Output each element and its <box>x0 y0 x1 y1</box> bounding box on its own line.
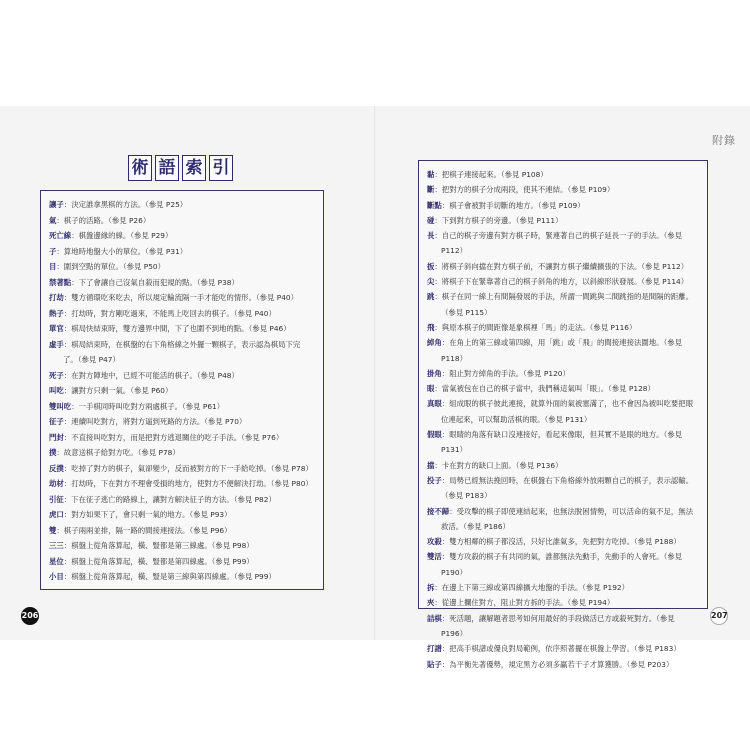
glossary-definition: ：讓對方只剩一氣。（參見 P60） <box>63 386 173 395</box>
glossary-term: 目 <box>49 262 57 271</box>
glossary-entry <box>427 182 699 197</box>
glossary-term: 死子 <box>49 370 64 380</box>
glossary-term: 雙活 <box>427 552 442 562</box>
glossary-panel-right <box>418 160 708 669</box>
glossary-entry <box>49 414 315 430</box>
glossary-definition: ：雙方相鄰的棋子都沒活，只好比誰氣多，先把對方吃掉。（參見 P188） <box>441 537 681 547</box>
glossary-term: 氣 <box>49 215 57 225</box>
glossary-definition: ：在對方陣地中，已經不可能活的棋子。（參見 P48） <box>63 370 239 380</box>
glossary-definition: ：將棋子斜向擋在對方棋子前，不讓對方棋子繼續擴張的下法。（參見 P112） <box>434 261 689 271</box>
glossary-term: 打譜 <box>427 644 442 654</box>
page-number-right: 207 <box>710 607 728 625</box>
glossary-definition: ：棋盤上從角落算起，橫、豎都是第三線處。（參見 P98） <box>63 541 254 550</box>
glossary-definition: ：棋子兩兩並排，隔一路的間接連接法。（參見 P96） <box>56 525 232 535</box>
title-char: 引 <box>209 155 233 181</box>
glossary-definition: ：當氣被包在自己的棋子當中，我們稱這氣叫「眼」。（參見 P128） <box>434 384 655 394</box>
glossary-entry <box>427 427 699 458</box>
glossary-entry <box>49 306 315 322</box>
glossary-entry <box>49 213 315 229</box>
glossary-entry <box>49 554 315 570</box>
glossary-entry <box>49 275 315 291</box>
glossary-definition: ：局勢已經無法挽回時，在棋盤右下角格線外放兩顆自己的棋子，表示認輸。（參見 P183） <box>441 475 694 501</box>
glossary-entry <box>49 399 315 415</box>
glossary-term: 星位 <box>49 556 64 566</box>
glossary-definition: ：棋盤上從角落算起，橫、豎都是第四線處。（參見 P99） <box>63 556 254 566</box>
glossary-term: 撲 <box>49 448 57 457</box>
glossary-entry <box>49 507 315 523</box>
glossary-term: 小目 <box>49 572 64 581</box>
glossary-entry <box>49 476 315 492</box>
glossary-term: 綽角 <box>427 338 442 348</box>
glossary-definition: ：雙方循環吃來吃去，所以規定輪流隔一手才能吃的情形。（參見 P40） <box>63 293 299 302</box>
glossary-definition: ：決定誰拿黑棋的方法。（參見 P25） <box>63 200 188 209</box>
glossary-entry <box>427 320 699 335</box>
glossary-term: 飛 <box>427 322 435 332</box>
glossary-definition: ：自己的棋子旁邊有對方棋子時，緊連著自己的棋子延長一子的手法。（參見 P112） <box>434 231 682 256</box>
glossary-term: 掛角 <box>427 368 442 378</box>
glossary-term: 拆 <box>427 583 435 593</box>
glossary-term: 斷點 <box>427 200 442 210</box>
glossary-entry <box>427 381 699 396</box>
glossary-definition: ：組成眼的棋子彼此連接，就算外面的氣被塞滿了，也不會因為被叫吃要把眼位連起來，可以幫助活棋的眼。（參見 P131） <box>441 399 694 424</box>
glossary-term: 門封 <box>49 432 64 442</box>
glossary-definition: ：下在征子逃亡的路線上，讓對方解決征子的方法。（參見 P82） <box>63 494 276 504</box>
glossary-entry <box>427 534 699 549</box>
glossary-definition: ：對方如果下了，會只剩一氣的地方。（參見 P93） <box>63 510 232 519</box>
glossary-entry <box>49 492 315 508</box>
glossary-term: 虎口 <box>49 510 64 519</box>
glossary-definition: ：死活題，讓解題者思考如何用最好的手段做活已方或殺死對方。（參見 P196） <box>441 613 675 638</box>
glossary-entry <box>49 430 315 446</box>
glossary-definition: ：從邊上攔住對方，阻止對方拆的手法。（參見 P194） <box>434 598 615 608</box>
glossary-entry <box>427 641 699 656</box>
glossary-term: 夾 <box>427 598 435 608</box>
glossary-definition: ：棋子會被對手切斷的地方。（參見 P109） <box>441 200 585 210</box>
glossary-definition: ：圍到空點的單位。（參見 P50） <box>56 262 165 271</box>
glossary-term: 禁著點 <box>49 277 72 287</box>
glossary-entry <box>49 461 315 477</box>
glossary-term: 眼 <box>427 384 435 394</box>
glossary-entry <box>49 523 315 539</box>
glossary-entry <box>427 595 699 610</box>
glossary-entry <box>49 538 315 554</box>
glossary-definition: ：阻止對方綽角的手法。（參見 P120） <box>441 368 570 378</box>
glossary-definition: ：卡在對方的缺口上面。（參見 P136） <box>434 460 563 470</box>
glossary-term: 引征 <box>49 494 64 504</box>
glossary-entry <box>49 383 315 399</box>
glossary-definition: ：把棋子連接起來。（參見 P108） <box>434 170 548 179</box>
title-char: 術 <box>128 155 152 181</box>
glossary-definition: ：與原本棋子的間距像是象棋裡「馬」的走法。（參見 P116） <box>434 322 637 332</box>
glossary-term: 單官 <box>49 324 64 333</box>
glossary-entry <box>427 580 699 595</box>
glossary-term: 扳 <box>427 261 435 271</box>
glossary-definition: ：棋子在同一線上有間隔發展的手法，所謂一間跳與二間跳指的是間隔的距離。（參見 P115） <box>434 292 694 317</box>
glossary-term: 死亡線 <box>49 231 72 240</box>
glossary-term: 詰棋 <box>427 613 442 623</box>
title-char: 索 <box>182 155 206 181</box>
glossary-term: 打劫 <box>49 293 64 302</box>
glossary-entry <box>49 244 315 260</box>
glossary-entry <box>49 337 315 368</box>
glossary-entry <box>49 569 315 585</box>
glossary-definition: ：故意送棋子給對方吃。（參見 P78） <box>56 448 180 457</box>
glossary-definition: ：眼睛的角落有缺口沒連接好，看起來像眼，但其實不是眼的地方。（參見 P131） <box>441 430 682 455</box>
glossary-term: 擋 <box>427 460 435 470</box>
glossary-definition: ：棋局結束時，在棋盤的右下角格線之外擺一顆棋子，表示認為棋局下完了。（參見 P47） <box>63 339 301 364</box>
glossary-definition: ：下了會讓自己沒氣自殺而犯規的點。（參見 P38） <box>71 277 239 287</box>
glossary-term: 攻殺 <box>427 537 442 547</box>
glossary-entry <box>427 611 699 642</box>
glossary-entry <box>427 167 699 182</box>
glossary-definition: ：雙方攻殺的棋子有共同的氣，誰都無法先動手，先動手的人會死。（參見 P190） <box>441 552 682 577</box>
glossary-entry <box>49 259 315 275</box>
glossary-term: 反撲 <box>49 463 64 473</box>
glossary-entry <box>427 549 699 580</box>
glossary-definition: ：棋盤邊緣的線。（參見 P29） <box>71 231 173 240</box>
glossary-entry <box>49 197 315 213</box>
glossary-term: 跳 <box>427 292 435 302</box>
glossary-entry <box>49 368 315 384</box>
glossary-definition: ：在邊上下第三線或第四線擴大地盤的手法。（參見 P192） <box>434 583 629 593</box>
glossary-entry <box>427 335 699 366</box>
glossary-term: 貼子 <box>427 659 442 669</box>
glossary-term: 碰 <box>427 215 435 225</box>
page-number-left: 206 <box>21 607 39 625</box>
glossary-term: 斷 <box>427 185 435 195</box>
title-char: 語 <box>155 155 179 181</box>
glossary-entry <box>427 473 699 504</box>
glossary-term: 虛手 <box>49 339 64 349</box>
glossary-entry <box>427 657 699 672</box>
glossary-definition: ：連續叫吃對方，將對方逼到死路的方法。（參見 P70） <box>63 417 247 426</box>
glossary-term: 熱子 <box>49 308 64 318</box>
glossary-entry <box>427 213 699 228</box>
glossary-panel-left <box>40 190 324 590</box>
glossary-term: 雙 <box>49 525 57 535</box>
glossary-entry <box>427 198 699 213</box>
glossary-term: 叫吃 <box>49 386 64 395</box>
glossary-entry <box>427 458 699 473</box>
glossary-entry <box>49 445 315 461</box>
glossary-definition: ：算地時地盤大小的單位。（參見 P31） <box>56 246 188 256</box>
glossary-term: 子 <box>49 246 57 256</box>
glossary-term: 長 <box>427 231 435 241</box>
glossary-term: 投子 <box>427 475 442 485</box>
glossary-term: 雙叫吃 <box>49 401 72 411</box>
glossary-term: 假眼 <box>427 430 442 440</box>
glossary-entry <box>49 321 315 337</box>
glossary-definition: ：把對方的棋子分成兩段，使其不連結。（參見 P109） <box>434 185 615 195</box>
glossary-definition: ：打劫時，下在對方不理會受損的地方，使對方不便解決打劫。（參見 P80） <box>63 479 313 488</box>
glossary-definition: ：打劫時，對方剛吃過來，不能馬上吃回去的棋子。（參見 P40） <box>63 308 276 318</box>
glossary-entry <box>427 366 699 381</box>
glossary-definition: ：受攻擊的棋子即使連結起來，也無法脫困情勢，可以活命的氣不足，無法救活。（參見 P186） <box>441 506 694 531</box>
glossary-term: 征子 <box>49 417 64 426</box>
glossary-definition: ：把高手棋譜或優良對局範例，依序照著擺在棋盤上學習。（參見 P183） <box>441 644 681 654</box>
glossary-term: 尖 <box>427 277 435 287</box>
glossary-term: 真眼 <box>427 399 442 409</box>
glossary-definition: ：將棋子下在緊靠著自己的棋子斜角的地方，以斜線形狀發展。（參見 P114） <box>434 277 689 287</box>
glossary-entry <box>427 396 699 427</box>
glossary-definition: ：一手棋同時叫吃對方兩處棋子。（參見 P61） <box>71 401 225 411</box>
glossary-entry <box>427 504 699 535</box>
glossary-term: 劫材 <box>49 479 64 488</box>
glossary-definition: ：為平衡先著優勢，規定黑方必須多贏若干子才算獲勝。（參見 P203） <box>441 659 674 669</box>
glossary-definition: ：不直接叫吃對方，而是把對方逃退關住的吃子手法。（參見 P76） <box>63 432 284 442</box>
section-header: 附錄 <box>712 134 736 147</box>
glossary-term: 接不歸 <box>427 506 450 516</box>
glossary-entry <box>49 228 315 244</box>
glossary-entry <box>427 259 699 274</box>
glossary-title <box>128 155 233 181</box>
glossary-entry <box>49 290 315 306</box>
glossary-term: 讓子 <box>49 200 64 209</box>
glossary-definition: ：吃掉了對方的棋子，氣卻變少，反而被對方的下一手給吃掉。（參見 P78） <box>63 463 313 473</box>
glossary-term: 三三 <box>49 541 64 550</box>
glossary-entry <box>427 289 699 320</box>
glossary-entry <box>427 228 699 259</box>
glossary-entry <box>427 274 699 289</box>
glossary-definition: ：棋子的活路。（參見 P26） <box>56 215 151 225</box>
glossary-term: 黏 <box>427 170 435 179</box>
book-gutter <box>374 106 376 640</box>
glossary-definition: ：棋局快結束時，雙方邊界中間，下了也圍不到地的點。（參見 P46） <box>63 324 291 333</box>
glossary-definition: ：下到對方棋子的旁邊。（參見 P111） <box>434 215 563 225</box>
glossary-definition: ：在角上的第三線或第四線，用「跳」或「飛」的間接連接法圍地。（參見 P118） <box>441 338 682 363</box>
glossary-definition: ：棋盤上從角落算起，橫、豎是第三線與第四線處。（參見 P99） <box>63 572 276 581</box>
